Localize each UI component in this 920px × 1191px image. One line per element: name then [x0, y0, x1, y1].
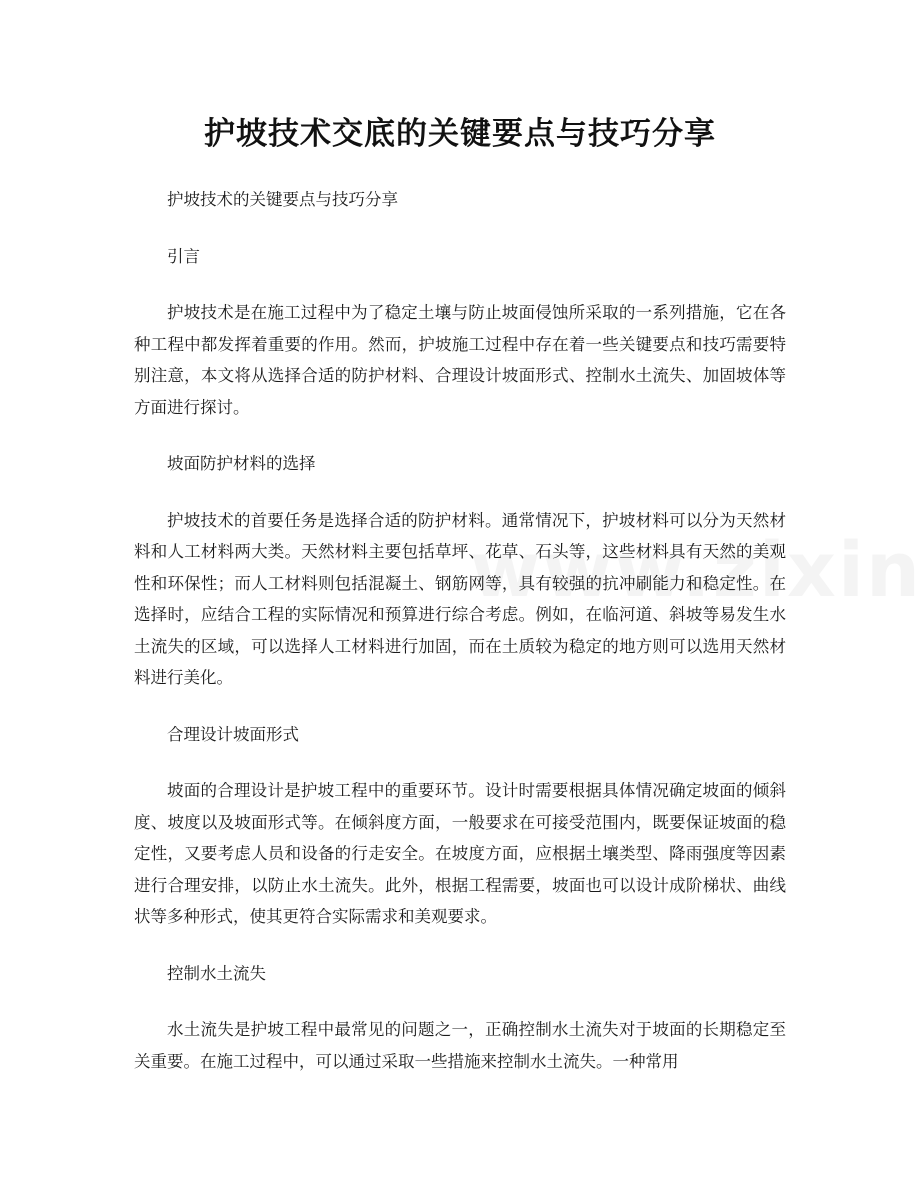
section-heading-slope-design: 合理设计坡面形式	[167, 724, 299, 744]
section-heading-materials: 坡面防护材料的选择	[167, 454, 316, 473]
section-heading-introduction: 引言	[167, 246, 200, 266]
paragraph-materials: 护坡技术的首要任务是选择合适的防护材料。通常情况下，护坡材料可以分为天然材料和人工材料两大类。天然材料主要包括草坪、花草、石头等，这些材料具有天然的美观性和环保性；而人工材料则包括混凝土、钢筋网等，具有较强的抗冲刷能力和稳定性。在选择时，应结合工程的实际情况和预算进行综合考虑。例如，在临河道、斜坡等易发生水土流失的区域，可以选择人工材料进行加固，而在土质较为稳定的地方则可以选用天然材料进行美化。	[134, 510, 786, 687]
document-body	[134, 184, 786, 1077]
document-title: 护坡技术交底的关键要点与技巧分享	[204, 116, 716, 152]
subtitle-heading: 护坡技术的关键要点与技巧分享	[167, 190, 398, 209]
paragraph-introduction: 护坡技术是在施工过程中为了稳定土壤与防止坡面侵蚀所采取的一系列措施，它在各种工程中都发挥着重要的作用。然而，护坡施工过程中存在着一些关键要点和技巧需要特别注意，本文将从选择合适的防护材料、合理设计坡面形式、控制水土流失、加固坡体等方面进行探讨。	[134, 303, 786, 417]
section-heading-erosion-control: 控制水土流失	[167, 963, 266, 983]
paragraph-erosion-control: 水土流失是护坡工程中最常见的问题之一，正确控制水土流失对于坡面的长期稳定至关重要。在施工过程中，可以通过采取一些措施来控制水土流失。一种常用	[134, 1020, 786, 1071]
paragraph-slope-design: 坡面的合理设计是护坡工程中的重要环节。设计时需要根据具体情况确定坡面的倾斜度、坡度以及坡面形式等。在倾斜度方面，一般要求在可接受范围内，既要保证坡面的稳定性，又要考虑人员和设备的行走安全。在坡度方面，应根据土壤类型、降雨强度等因素进行合理安排，以防止水土流失。此外，根据工程需要，坡面也可以设计成阶梯状、曲线状等多种形式，使其更符合实际需求和美观要求。	[134, 781, 786, 926]
